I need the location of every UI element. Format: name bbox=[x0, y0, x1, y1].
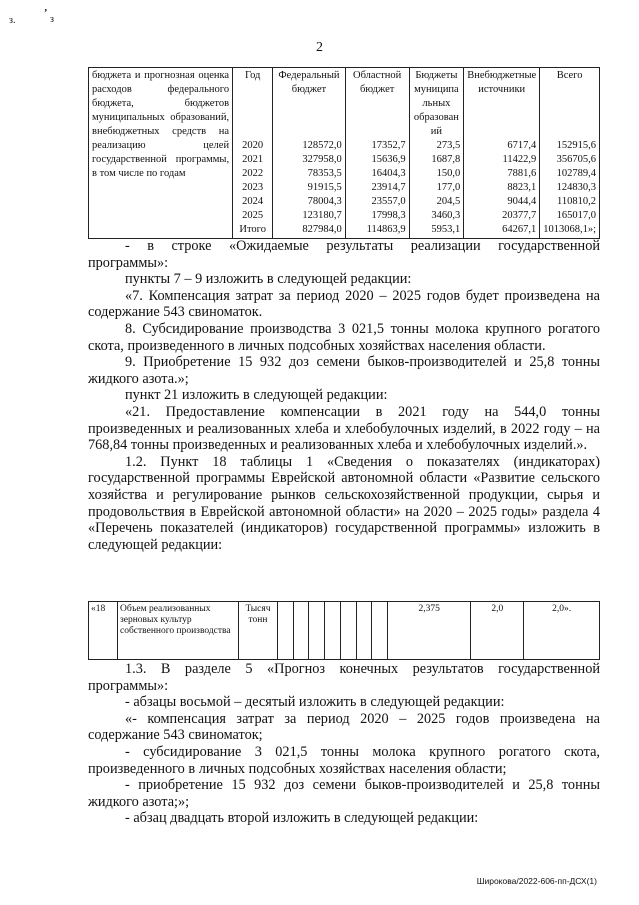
scan-mark: з. bbox=[9, 15, 16, 26]
cell: 2021 bbox=[242, 154, 264, 165]
cell: 356705,6 bbox=[556, 154, 596, 165]
federal-column bbox=[273, 68, 345, 239]
total-column bbox=[540, 68, 600, 239]
paragraph: 1.3. В разделе 5 «Прогноз конечных результатов государственной программы»: bbox=[88, 661, 600, 694]
indicator-table bbox=[88, 601, 600, 660]
paragraph: - субсидирование 3 021,5 тонны молока крупного рогатого скота, произведенного в личных подсобных хозяйствах населения области; bbox=[88, 743, 600, 777]
cell: 110810,2 bbox=[557, 196, 596, 207]
cell: 2024 bbox=[242, 196, 264, 207]
column-header: Всего bbox=[556, 70, 583, 81]
regional-column bbox=[345, 68, 409, 239]
indicator-value bbox=[325, 602, 341, 660]
cell: 11422,9 bbox=[502, 154, 537, 165]
table-row bbox=[89, 68, 600, 239]
column-header: Федеральный бюджет bbox=[278, 70, 340, 95]
page-number: 2 bbox=[316, 40, 323, 55]
cell: 15636,9 bbox=[371, 154, 406, 165]
cell: 102789,4 bbox=[556, 168, 596, 179]
paragraph: пункты 7 – 9 изложить в следующей редакции: bbox=[125, 271, 412, 288]
paragraph: - приобретение 15 932 доз семени быков-производителей и 25,8 тонны жидкого азота;»; bbox=[88, 777, 600, 810]
indicator-unit: Тысяч тонн bbox=[239, 602, 278, 660]
cell: 16404,3 bbox=[371, 168, 406, 179]
cell: 5953,1 bbox=[431, 224, 461, 235]
cell: 78004,3 bbox=[307, 196, 342, 207]
cell: 128572,0 bbox=[302, 140, 342, 151]
cell: 20377,7 bbox=[502, 210, 537, 221]
cell: 3460,3 bbox=[431, 210, 461, 221]
cell: 9044,4 bbox=[507, 196, 537, 207]
paragraph: - абзацы восьмой – десятый изложить в следующей редакции: bbox=[125, 694, 505, 711]
cell: 64267,1 bbox=[502, 224, 537, 235]
body-text-2 bbox=[88, 661, 600, 827]
cell: 1013068,1»; bbox=[543, 224, 596, 235]
cell: 123180,7 bbox=[302, 210, 342, 221]
cell: 152915,6 bbox=[556, 140, 596, 151]
paragraph: «21. Предоставление компенсации в 2021 году на 544,0 тонны произведенных и реализованных хлеба и хлебобулочных изделий, в 2022 году – на 768,84 тонны произведенных и реализованных хлеба и хлебобулочных изделий.». bbox=[88, 403, 600, 454]
cell: 2020 bbox=[242, 140, 264, 151]
scan-mark: ’ bbox=[44, 8, 48, 19]
cell: 23914,7 bbox=[371, 182, 406, 193]
cell: 2025 bbox=[242, 210, 264, 221]
cell: 2022 bbox=[242, 168, 264, 179]
paragraph: - в строке «Ожидаемые результаты реализации государственной программы»: bbox=[88, 238, 600, 271]
indicator-value bbox=[278, 602, 294, 660]
cell: 91915,5 bbox=[307, 182, 342, 193]
paragraph: 1.2. Пункт 18 таблицы 1 «Сведения о показателях (индикаторах) государственной программы Еврейской автономной области «Развитие сельского хозяйства и регулирование рынков сельскохозяйственной продукции, сырья и продовольствия в Еврейской автономной области» на 2020 – 2025 годы» раздела 4 «Перечень показателей (индикаторов) государственной программы» изложить в следующей редакции: bbox=[88, 453, 600, 553]
column-header: Областной бюджет bbox=[352, 70, 402, 95]
body-text-1 bbox=[88, 238, 600, 553]
paragraph: «7. Компенсация затрат за период 2020 – 2025 годов будет произведена на содержание 543 свиноматок. bbox=[88, 287, 600, 321]
document-footer: Широкова/2022-606-пп-ДСХ(1) bbox=[476, 876, 597, 886]
cell: 827984,0 bbox=[302, 224, 342, 235]
paragraph: 8. Субсидирование производства 3 021,5 тонны молока крупного рогатого скота, произведенного в личных подсобных хозяйствах населения области. bbox=[88, 320, 600, 354]
cell: 17352,7 bbox=[371, 140, 406, 151]
paragraph: «- компенсация затрат за период 2020 – 2025 годов произведена на содержание 543 свиноматок; bbox=[88, 710, 600, 744]
cell: 124830,3 bbox=[556, 182, 596, 193]
indicator-value bbox=[340, 602, 356, 660]
cell: 7881,6 bbox=[507, 168, 537, 179]
cell: Итого bbox=[239, 224, 266, 235]
indicator-value bbox=[372, 602, 388, 660]
cell: 2023 bbox=[242, 182, 264, 193]
indicator-value bbox=[309, 602, 325, 660]
cell: 150,0 bbox=[436, 168, 461, 179]
indicator-value: 2,0». bbox=[524, 602, 600, 660]
cell: 1687,8 bbox=[431, 154, 461, 165]
finance-description: бюджета и прогнозная оценка расходов федерального бюджета, бюджетов муниципальных образований, внебюджетных средств на реализацию целей государственной программы, в том числе по годам bbox=[89, 68, 233, 239]
indicator-value bbox=[356, 602, 372, 660]
scan-mark: з bbox=[50, 14, 54, 25]
finance-table bbox=[88, 67, 600, 239]
municipal-column bbox=[409, 68, 464, 239]
column-header: Внебюджетные источники bbox=[467, 70, 537, 95]
paragraph: 9. Приобретение 15 932 доз семени быков-производителей и 25,8 тонны жидкого азота.»; bbox=[88, 354, 600, 387]
indicator-value bbox=[293, 602, 309, 660]
indicator-number: «18 bbox=[89, 602, 118, 660]
year-column bbox=[233, 68, 273, 239]
cell: 114863,9 bbox=[366, 224, 406, 235]
cell: 23557,0 bbox=[371, 196, 406, 207]
cell: 177,0 bbox=[436, 182, 461, 193]
cell: 204,5 bbox=[436, 196, 461, 207]
indicator-value: 2,375 bbox=[388, 602, 471, 660]
extrabudget-column bbox=[464, 68, 540, 239]
paragraph: - абзац двадцать второй изложить в следующей редакции: bbox=[125, 810, 479, 827]
column-header: Бюджеты муниципальных образований bbox=[413, 70, 459, 137]
paragraph: пункт 21 изложить в следующей редакции: bbox=[125, 387, 388, 404]
indicator-value: 2,0 bbox=[471, 602, 524, 660]
cell: 273,5 bbox=[436, 140, 461, 151]
cell: 78353,5 bbox=[307, 168, 342, 179]
cell: 165017,0 bbox=[556, 210, 596, 221]
cell: 17998,3 bbox=[371, 210, 406, 221]
indicator-name: Объем реализованных зерновых культур собственного производства bbox=[118, 602, 239, 660]
cell: 8823,1 bbox=[507, 182, 537, 193]
table-row bbox=[89, 602, 600, 660]
cell: 327958,0 bbox=[302, 154, 342, 165]
column-header: Год bbox=[244, 70, 261, 81]
cell: 6717,4 bbox=[507, 140, 537, 151]
